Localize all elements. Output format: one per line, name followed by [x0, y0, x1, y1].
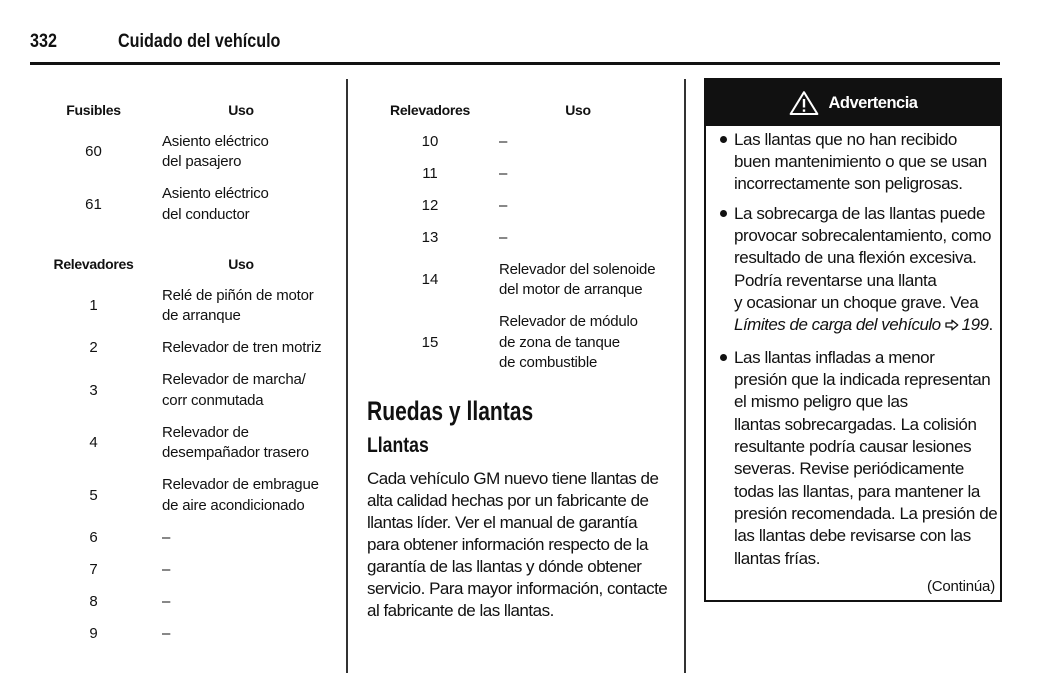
warning-bullet [734, 347, 997, 570]
warning-title: Advertencia [828, 94, 918, 112]
table-row [30, 522, 320, 554]
bullet-line: incorrectamente son peligrosas. [734, 174, 963, 194]
usage-line: de zona de tanque [499, 333, 620, 351]
table-row [367, 254, 657, 307]
table-header-row [30, 248, 320, 280]
warning-triangle-icon [789, 90, 819, 116]
bullet-line: Las llantas infladas a menor [734, 347, 935, 367]
relay-usage [162, 370, 320, 411]
relay-number: 8 [89, 592, 98, 610]
table-row [30, 586, 320, 618]
usage-line: Relevador del solenoide [499, 260, 656, 278]
table-row [30, 126, 320, 179]
relay-usage [162, 338, 320, 359]
bullet-line: llantas frías. [734, 548, 821, 568]
paragraph-line: garantía de las llantas y dónde obtener [367, 557, 642, 576]
body-paragraph [367, 468, 667, 622]
relay-usage [499, 132, 657, 153]
warning-bullet [734, 203, 993, 337]
cross-reference-link[interactable] [734, 315, 989, 334]
paragraph-line: Cada vehículo GM nuevo tiene llantas de [367, 469, 659, 488]
relays-table [30, 248, 320, 650]
table-row [30, 365, 320, 418]
usage-line: – [499, 132, 508, 150]
usage-line: desempañador trasero [162, 444, 309, 462]
column-header-fuses: Fusibles [66, 101, 121, 118]
table-header-row [30, 94, 320, 126]
usage-line: Relevador de marcha/ [162, 371, 306, 389]
relay-usage [499, 312, 657, 374]
relay-number: 15 [421, 333, 439, 351]
usage-line: del conductor [162, 205, 250, 223]
arrow-right-icon [945, 319, 959, 331]
bullet-line [734, 314, 993, 336]
bullet-line: La sobrecarga de las llantas puede [734, 203, 986, 223]
relay-usage [162, 286, 320, 327]
usage-line: Relevador de embrague [162, 476, 319, 494]
bullet-line: presión recomendada. La presión de [734, 503, 998, 523]
relay-usage [162, 475, 320, 516]
relay-number: 2 [89, 339, 98, 357]
bullet-line: provocar sobrecalentamiento, como [734, 226, 992, 246]
table-row [367, 190, 657, 222]
chapter-title: Cuidado del vehículo [118, 31, 281, 52]
table-row [367, 307, 657, 380]
fuses-table [30, 94, 320, 231]
page-number: 332 [30, 31, 57, 52]
usage-line: – [162, 624, 171, 642]
usage-line: de arranque [162, 307, 241, 325]
bullet-line: el mismo peligro que las [734, 392, 908, 412]
relay-usage [162, 528, 320, 549]
bullet-line: resultante podría causar lesiones [734, 437, 972, 457]
relay-number: 7 [89, 560, 98, 578]
bullet-line: buen mantenimiento o que se usan [734, 152, 987, 172]
table-row [30, 179, 320, 232]
subsection-heading: Llantas [367, 434, 429, 457]
cross-reference-page: 199 [961, 315, 989, 335]
relay-number: 3 [89, 381, 98, 399]
usage-line: – [499, 228, 508, 246]
warning-header [706, 80, 1000, 126]
relay-usage [162, 624, 320, 645]
paragraph-line: servicio. Para mayor información, contacte [367, 579, 668, 598]
table-row [30, 333, 320, 365]
relays-table-continued [367, 94, 657, 380]
relay-number: 10 [421, 132, 439, 150]
relay-number: 5 [89, 486, 98, 504]
relay-number: 4 [89, 434, 98, 451]
fuse-usage [162, 184, 320, 225]
header-rule [30, 62, 1000, 65]
column-header-relays: Relevadores [53, 255, 134, 272]
paragraph-line: para obtener información respecto de la [367, 535, 649, 554]
paragraph-line: llantas líder. Ver el manual de garantía [367, 513, 638, 532]
relay-number: 6 [89, 528, 98, 546]
relay-usage [499, 228, 657, 249]
table-row [30, 417, 320, 470]
warning-box [704, 78, 1002, 602]
relay-number: 13 [421, 228, 439, 246]
usage-line: – [499, 164, 508, 182]
fuse-usage [162, 132, 320, 173]
bullet-icon [720, 210, 727, 217]
bullet-line: las llantas debe revisarse con las [734, 526, 971, 546]
usage-line: Asiento eléctrico [162, 185, 269, 203]
column-header-use: Uso [228, 101, 254, 118]
table-row [30, 470, 320, 523]
table-row [367, 158, 657, 190]
bullet-line: y ocasionar un choque grave. Vea [734, 293, 979, 313]
bullet-icon [720, 354, 727, 361]
column-header-use: Uso [228, 255, 254, 272]
usage-line: – [162, 560, 171, 578]
usage-line: – [162, 528, 171, 546]
section-heading: Ruedas y llantas [367, 396, 534, 426]
paragraph-line: alta calidad hechas por un fabricante de [367, 491, 649, 510]
usage-line: del pasajero [162, 153, 242, 171]
column-divider [684, 79, 686, 673]
paragraph-line: al fabricante de las llantas. [367, 601, 554, 620]
relay-number: 12 [421, 196, 439, 214]
relay-usage [162, 423, 320, 464]
table-row [367, 126, 657, 158]
relay-number: 14 [421, 271, 439, 288]
column-divider [346, 79, 348, 673]
relay-number: 1 [89, 297, 98, 314]
usage-line: corr conmutada [162, 391, 264, 409]
relay-number: 11 [422, 164, 438, 182]
column-header-relays: Relevadores [390, 101, 470, 118]
cross-reference-suffix: . [988, 315, 993, 335]
relay-usage [162, 560, 320, 581]
usage-line: Relé de piñón de motor [162, 286, 314, 304]
cross-reference-text: Límites de carga del vehículo [734, 315, 941, 335]
usage-line: de combustible [499, 354, 598, 372]
usage-line: Asiento eléctrico [162, 132, 269, 150]
bullet-line: Las llantas que no han recibido [734, 129, 957, 149]
bullet-line: todas las llantas, para mantener la [734, 481, 980, 501]
usage-line: Relevador de módulo [499, 313, 638, 331]
usage-line: Relevador de [162, 423, 249, 441]
relay-usage [499, 196, 657, 217]
continued-note: (Continúa) [926, 578, 995, 595]
column-header-use: Uso [565, 101, 591, 118]
usage-line: de aire acondicionado [162, 496, 305, 514]
usage-line: – [499, 196, 508, 214]
table-row [367, 222, 657, 254]
relay-usage [162, 592, 320, 613]
bullet-line: Podría reventarse una llanta [734, 270, 937, 290]
bullet-line: presión que la indicada representan [734, 370, 991, 390]
table-row [30, 280, 320, 333]
relay-usage [499, 164, 657, 185]
bullet-line: resultado de una flexión excesiva. [734, 248, 977, 268]
fuse-number: 60 [85, 143, 102, 160]
fuse-number: 61 [85, 195, 102, 213]
table-row [30, 618, 320, 650]
bullet-icon [720, 136, 727, 143]
usage-line: – [162, 592, 171, 610]
table-row [30, 554, 320, 586]
bullet-line: llantas sobrecargadas. La colisión [734, 414, 977, 434]
bullet-line: severas. Revise periódicamente [734, 459, 964, 479]
relay-number: 9 [89, 624, 98, 642]
relay-usage [499, 260, 657, 301]
table-header-row [367, 94, 657, 126]
usage-line: Relevador de tren motriz [162, 339, 322, 357]
usage-line: del motor de arranque [499, 281, 643, 299]
warning-bullet [734, 129, 987, 196]
